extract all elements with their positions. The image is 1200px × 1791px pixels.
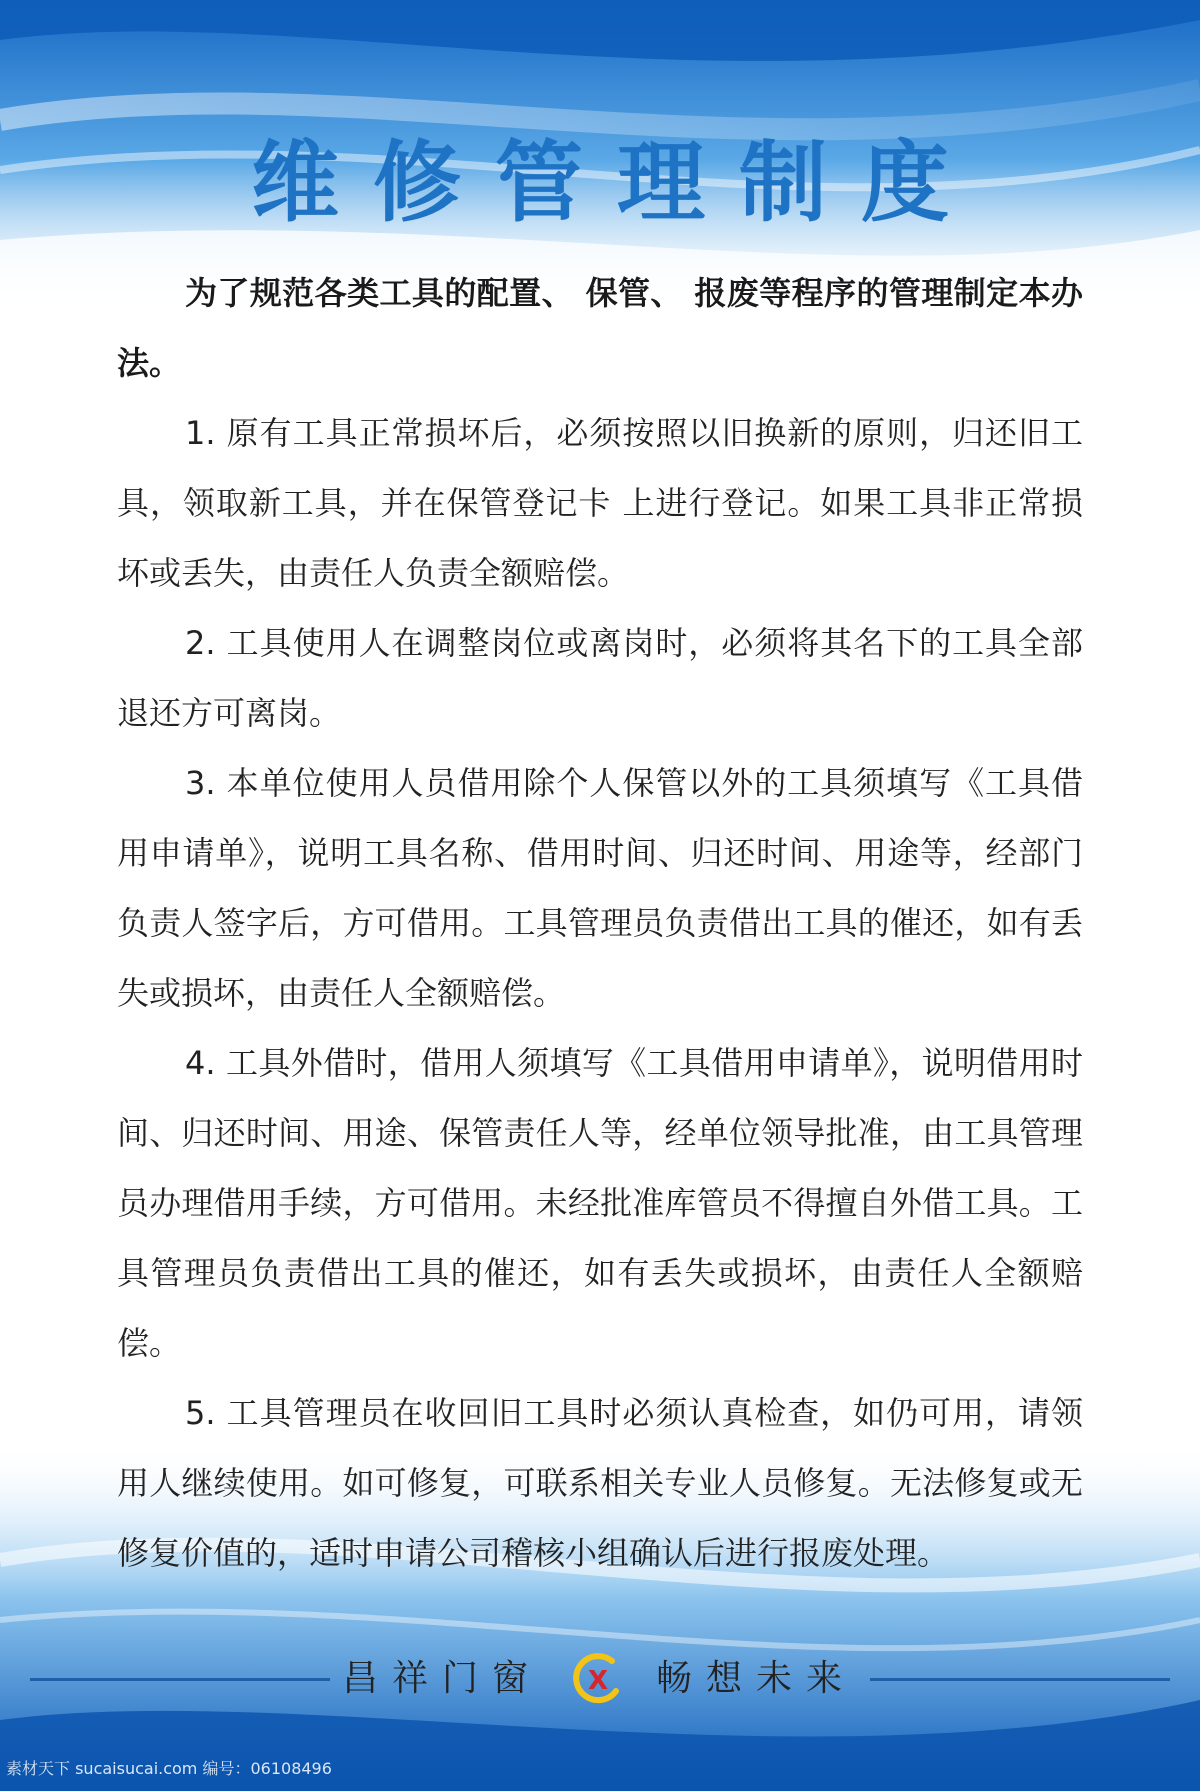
page-title: 维修管理制度 (250, 131, 983, 234)
rule-item: 4. 工具外借时，借用人须填写《工具借用申请单》，说明借用时间、归还时间、用途、保管责任人等，经单位领导批准，由工具管理员办理借用手续，方可借用。未经批准库管员不得擅自外借工具。工具管理员负责借出工具的催还，如有丢失或损坏，由责任人全额赔偿。 (117, 1044, 1083, 1362)
footer-slogan: 畅想未来 (656, 1658, 857, 1699)
rule-item: 3. 本单位使用人员借用除个人保管以外的工具须填写《工具借用申请单》，说明工具名称、借用时间、归还时间、用途等，经部门负责人签字后，方可借用。工具管理员负责借出工具的催还，如有丢失或损坏，由责任人全额赔偿。 (117, 764, 1083, 1012)
rule-item: 5. 工具管理员在收回旧工具时必须认真检查，如仍可用，请领用人继续使用。如可修复，可联系相关专业人员修复。无法修复或无修复价值的，适时申请公司稽核小组确认后进行报废处理。 (117, 1394, 1083, 1572)
footer-divider-right (870, 1678, 1170, 1681)
footer-divider-left (30, 1678, 330, 1681)
rule-item: 1. 原有工具正常损坏后，必须按照以旧换新的原则，归还旧工具，领取新工具，并在保管登记卡 上进行登记。如果工具非正常损坏或丢失，由责任人负责全额赔偿。 (117, 414, 1083, 592)
intro-paragraph: 为了规范各类工具的配置、 保管、 报废等程序的管理制定本办法。 (117, 274, 1083, 382)
company-logo-icon (566, 1651, 626, 1707)
rule-item: 2. 工具使用人在调整岗位或离岗时，必须将其名下的工具全部退还方可离岗。 (117, 624, 1083, 732)
regulation-body (117, 258, 1083, 1588)
logo-letter: X (588, 1666, 609, 1696)
footer-company-name: 昌祥门窗 (342, 1658, 543, 1699)
watermark-text: 素材天下 sucaisucai.com 编号：06108496 (6, 1759, 332, 1778)
